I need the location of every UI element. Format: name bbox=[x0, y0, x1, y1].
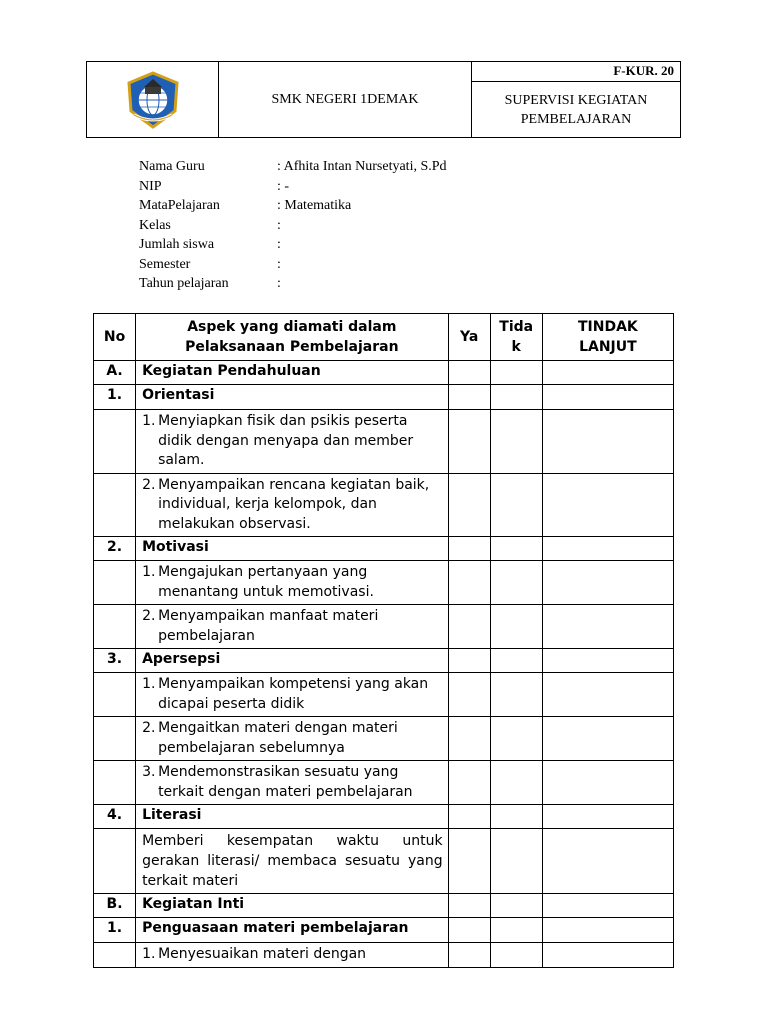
table-row bbox=[94, 537, 674, 561]
table-row bbox=[94, 605, 674, 649]
tindak-lanjut-cell[interactable] bbox=[542, 361, 673, 385]
criteria-text: Mengaitkan materi dengan materi pembelajaran sebelumnya bbox=[158, 720, 398, 756]
criteria-number: 2. bbox=[142, 476, 156, 493]
tidak-cell[interactable] bbox=[490, 605, 542, 649]
criteria-cell bbox=[136, 561, 449, 605]
criteria-number: 1. bbox=[142, 946, 156, 962]
tidak-cell[interactable] bbox=[490, 673, 542, 717]
ya-cell[interactable] bbox=[448, 894, 490, 918]
tindak-lanjut-cell[interactable] bbox=[542, 717, 673, 761]
tidak-cell[interactable] bbox=[490, 943, 542, 968]
tidak-cell[interactable] bbox=[490, 361, 542, 385]
identity-value: : Matematika bbox=[277, 198, 352, 213]
identity-label: Jumlah siswa bbox=[139, 237, 215, 252]
identity-row bbox=[139, 216, 447, 236]
section-title: Kegiatan Pendahuluan bbox=[136, 361, 449, 385]
tidak-cell[interactable] bbox=[490, 918, 542, 943]
table-row bbox=[94, 361, 674, 385]
identity-value: : - bbox=[277, 178, 290, 194]
criteria-cell bbox=[136, 473, 449, 537]
table-row bbox=[94, 473, 674, 537]
ya-cell[interactable] bbox=[448, 410, 490, 474]
criteria-cell bbox=[136, 605, 449, 649]
table-row bbox=[94, 761, 674, 805]
section-title: Penguasaan materi pembelajaran bbox=[136, 918, 449, 943]
tindak-lanjut-cell[interactable] bbox=[542, 649, 673, 673]
tidak-cell[interactable] bbox=[490, 410, 542, 474]
row-number-empty bbox=[94, 943, 136, 968]
row-number: 3. bbox=[94, 649, 136, 673]
col-header-tindak-lanjut: TINDAK LANJUT bbox=[542, 314, 673, 361]
tidak-cell[interactable] bbox=[490, 761, 542, 805]
table-row bbox=[94, 649, 674, 673]
form-code: F-KUR. 20 bbox=[472, 62, 680, 82]
criteria-cell bbox=[136, 717, 449, 761]
tidak-cell[interactable] bbox=[490, 473, 542, 537]
identity-label: Tahun pelajaran bbox=[139, 276, 229, 291]
row-number-empty bbox=[94, 473, 136, 537]
form-title: SUPERVISI KEGIATAN PEMBELAJARAN bbox=[504, 92, 648, 127]
criteria-text: Menyampaikan kompetensi yang akan dicapai peserta didik bbox=[158, 676, 429, 712]
ya-cell[interactable] bbox=[448, 649, 490, 673]
ya-cell[interactable] bbox=[448, 605, 490, 649]
ya-cell[interactable] bbox=[448, 537, 490, 561]
tidak-cell[interactable] bbox=[490, 805, 542, 829]
row-number: 1. bbox=[94, 918, 136, 943]
row-number-empty bbox=[94, 605, 136, 649]
identity-value: : bbox=[277, 276, 281, 291]
table-row bbox=[94, 410, 674, 474]
criteria-text: Menyesuaikan materi dengan bbox=[158, 946, 367, 962]
section-title: Literasi bbox=[136, 805, 449, 829]
identity-label: Nama Guru bbox=[139, 159, 205, 174]
ya-cell[interactable] bbox=[448, 761, 490, 805]
supervision-table bbox=[93, 313, 674, 968]
table-row bbox=[94, 561, 674, 605]
tindak-lanjut-cell[interactable] bbox=[542, 473, 673, 537]
identity-row bbox=[139, 177, 447, 197]
criteria-text: Mengajukan pertanyaan yang menantang untuk memotivasi. bbox=[158, 564, 374, 600]
section-title: Orientasi bbox=[136, 385, 449, 410]
identity-label: NIP bbox=[139, 178, 162, 194]
tidak-cell[interactable] bbox=[490, 385, 542, 410]
criteria-number: 2. bbox=[142, 608, 156, 624]
form-title-cell bbox=[472, 62, 680, 137]
ya-cell[interactable] bbox=[448, 673, 490, 717]
ya-cell[interactable] bbox=[448, 473, 490, 537]
tindak-lanjut-cell[interactable] bbox=[542, 829, 673, 894]
tindak-lanjut-cell[interactable] bbox=[542, 805, 673, 829]
identity-value: : Afhita Intan Nursetyati, S.Pd bbox=[277, 159, 447, 174]
section-title: Apersepsi bbox=[136, 649, 449, 673]
ya-cell[interactable] bbox=[448, 805, 490, 829]
tindak-lanjut-cell[interactable] bbox=[542, 410, 673, 474]
tindak-lanjut-cell[interactable] bbox=[542, 761, 673, 805]
table-row bbox=[94, 385, 674, 410]
document-header bbox=[86, 61, 681, 138]
table-row bbox=[94, 894, 674, 918]
identity-label: Kelas bbox=[139, 217, 171, 233]
row-number: 4. bbox=[94, 805, 136, 829]
col-header-no: No bbox=[94, 314, 136, 361]
ya-cell[interactable] bbox=[448, 717, 490, 761]
col-header-tidak: Tida k bbox=[490, 314, 542, 361]
row-number-empty bbox=[94, 561, 136, 605]
table-row bbox=[94, 943, 674, 968]
row-number-empty bbox=[94, 761, 136, 805]
row-number-empty bbox=[94, 829, 136, 894]
criteria-cell bbox=[136, 943, 449, 968]
ya-cell[interactable] bbox=[448, 385, 490, 410]
criteria-number: 2. bbox=[142, 720, 156, 736]
ya-cell[interactable] bbox=[448, 829, 490, 894]
ya-cell[interactable] bbox=[448, 561, 490, 605]
tindak-lanjut-cell[interactable] bbox=[542, 673, 673, 717]
identity-row bbox=[139, 235, 447, 255]
criteria-text: Menyampaikan manfaat materi pembelajaran bbox=[158, 608, 379, 644]
logo-cell bbox=[87, 62, 219, 137]
row-number-empty bbox=[94, 673, 136, 717]
identity-row bbox=[139, 157, 447, 177]
table-row bbox=[94, 717, 674, 761]
tidak-cell[interactable] bbox=[490, 894, 542, 918]
row-number: 2. bbox=[94, 537, 136, 561]
tidak-cell[interactable] bbox=[490, 829, 542, 894]
criteria-cell bbox=[136, 673, 449, 717]
tindak-lanjut-cell[interactable] bbox=[542, 918, 673, 943]
section-title: Kegiatan Inti bbox=[136, 894, 449, 918]
criteria-number: 1. bbox=[142, 413, 156, 429]
table-row bbox=[94, 829, 674, 894]
criteria-number: 1. bbox=[142, 676, 156, 692]
tindak-lanjut-cell[interactable] bbox=[542, 537, 673, 561]
table-row bbox=[94, 805, 674, 829]
tidak-cell[interactable] bbox=[490, 537, 542, 561]
criteria-text: Menyiapkan fisik dan psikis peserta didik dengan menyapa dan member salam. bbox=[158, 413, 414, 468]
row-number: A. bbox=[94, 361, 136, 385]
ya-cell[interactable] bbox=[448, 361, 490, 385]
criteria-cell bbox=[136, 761, 449, 805]
row-number-empty bbox=[94, 410, 136, 474]
identity-value: : bbox=[277, 256, 281, 272]
identity-row bbox=[139, 196, 447, 216]
criteria-text: Mendemonstrasikan sesuatu yang terkait dengan materi pembelajaran bbox=[158, 764, 413, 800]
school-logo-icon bbox=[122, 69, 184, 131]
identity-label: MataPelajaran bbox=[139, 198, 220, 213]
identity-row bbox=[139, 255, 447, 275]
row-number: 1. bbox=[94, 385, 136, 410]
criteria-text: Menyampaikan rencana kegiatan baik, individual, kerja kelompok, dan melakukan observasi. bbox=[158, 476, 430, 532]
tindak-lanjut-cell[interactable] bbox=[542, 894, 673, 918]
row-number-empty bbox=[94, 717, 136, 761]
tindak-lanjut-cell[interactable] bbox=[542, 943, 673, 968]
tidak-cell[interactable] bbox=[490, 649, 542, 673]
table-row bbox=[94, 918, 674, 943]
criteria-number: 1. bbox=[142, 564, 156, 580]
criteria-cell bbox=[136, 410, 449, 474]
table-row bbox=[94, 673, 674, 717]
col-header-ya: Ya bbox=[448, 314, 490, 361]
tindak-lanjut-cell[interactable] bbox=[542, 561, 673, 605]
ya-cell[interactable] bbox=[448, 918, 490, 943]
section-title: Motivasi bbox=[136, 537, 449, 561]
identity-row bbox=[139, 274, 447, 294]
criteria-number: 3. bbox=[142, 764, 156, 780]
criteria-text: Memberi kesempatan waktu untuk gerakan literasi/ membaca sesuatu yang terkait materi bbox=[136, 829, 449, 894]
ya-cell[interactable] bbox=[448, 943, 490, 968]
table-header-row bbox=[94, 314, 674, 361]
identity-value: : bbox=[277, 237, 281, 252]
identity-label: Semester bbox=[139, 256, 191, 272]
tindak-lanjut-cell[interactable] bbox=[542, 605, 673, 649]
identity-block bbox=[139, 157, 447, 294]
tindak-lanjut-cell[interactable] bbox=[542, 385, 673, 410]
row-number: B. bbox=[94, 894, 136, 918]
school-name: SMK NEGERI 1DEMAK bbox=[219, 62, 472, 137]
identity-value: : bbox=[277, 217, 281, 233]
tidak-cell[interactable] bbox=[490, 717, 542, 761]
col-header-aspek: Aspek yang diamati dalam Pelaksanaan Pembelajaran bbox=[136, 314, 449, 361]
tidak-cell[interactable] bbox=[490, 561, 542, 605]
